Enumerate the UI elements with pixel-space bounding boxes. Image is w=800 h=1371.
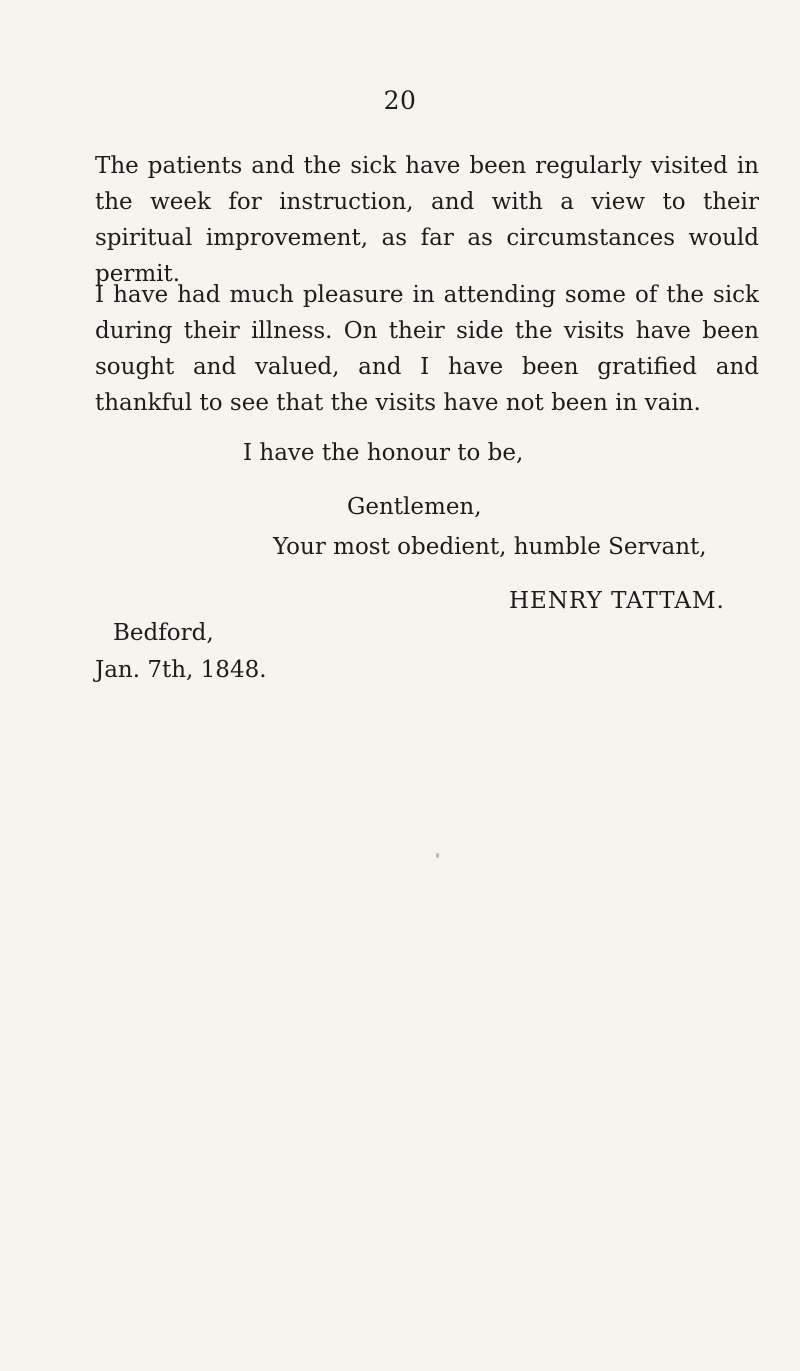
paragraph-1-block bbox=[95, 148, 759, 292]
paragraph-2: I have had much pleasure in attending some of the sick during their illness. On their side the visits have been sought and valued, and I have been gratified and thankful to see that the visits have not been in vain. bbox=[95, 282, 759, 416]
signature: HENRY TATTAM. bbox=[509, 588, 725, 614]
paragraph-2-block bbox=[95, 277, 759, 421]
paragraph-1: The patients and the sick have been regularly visited in the week for instruction, and with a view to their spiritual improvement, as far as circumstances would permit. bbox=[95, 153, 759, 287]
closing-salutation: Gentlemen, bbox=[347, 494, 482, 520]
closing-servant: Your most obedient, humble Servant, bbox=[273, 534, 707, 560]
place: Bedford, bbox=[113, 620, 214, 646]
date: Jan. 7th, 1848. bbox=[95, 657, 267, 683]
closing-honour: I have the honour to be, bbox=[243, 440, 524, 466]
paper-speck bbox=[436, 853, 439, 858]
page-number: 20 bbox=[383, 86, 417, 115]
